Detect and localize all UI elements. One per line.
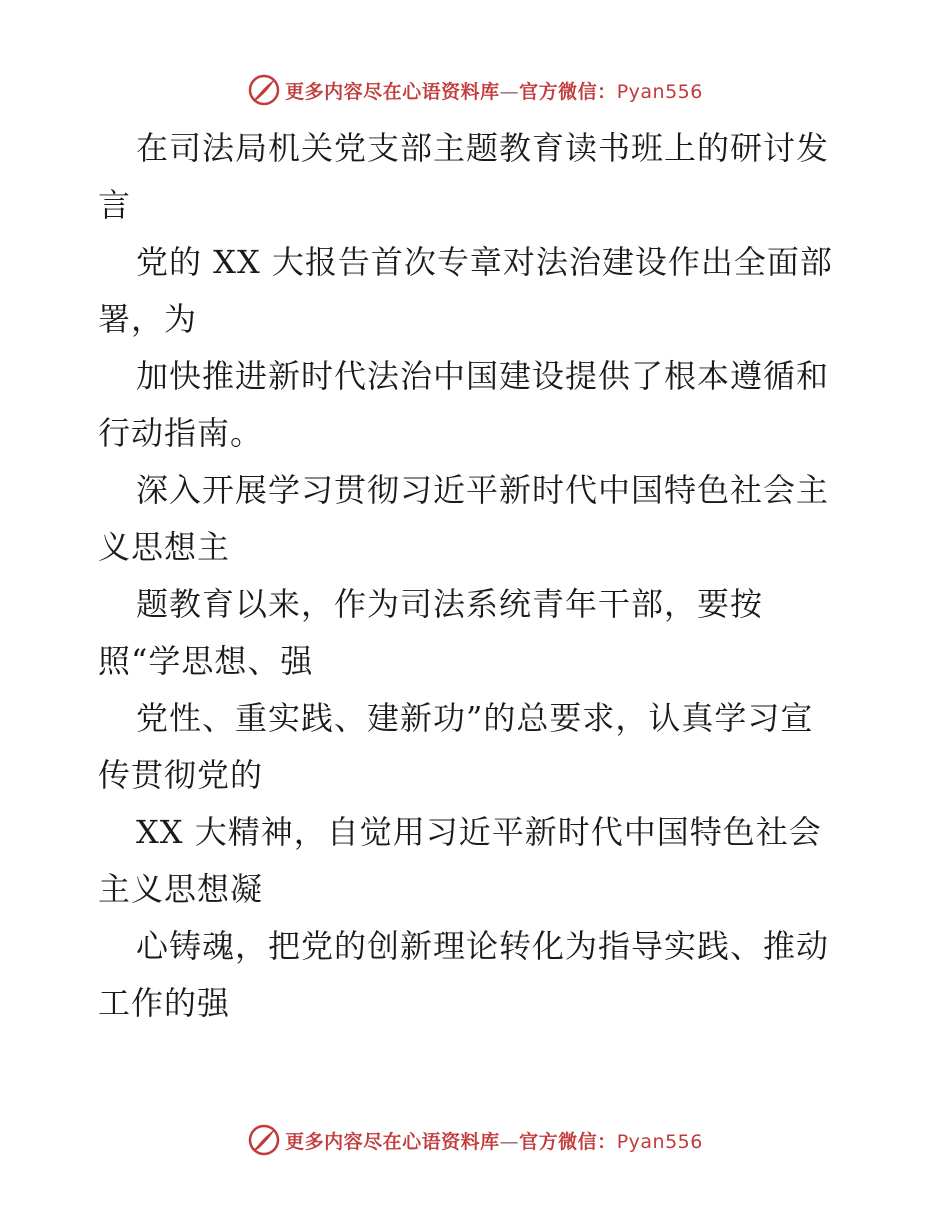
watermark-header <box>0 70 950 110</box>
text-line: 党的 XX 大报告首次专章对法治建设作出全面部 <box>136 243 833 281</box>
text-line: 传贯彻党的 <box>98 756 264 794</box>
watermark-text <box>285 1127 703 1154</box>
quill-logo-icon <box>247 1123 281 1157</box>
quill-logo-icon <box>247 73 281 107</box>
watermark-official: 官方微信： <box>519 80 617 103</box>
watermark-inner <box>247 73 703 107</box>
text-line: XX 大精神，自觉用习近平新时代中国特色社会 <box>136 813 822 851</box>
watermark-inner <box>247 1123 703 1157</box>
watermark-text <box>285 77 703 104</box>
text-line: 言 <box>98 186 132 224</box>
watermark-prefix: 更多内容尽在心语资料库 <box>285 80 500 103</box>
text-line: 主义思想凝 <box>98 870 264 908</box>
document-body <box>98 120 858 1032</box>
text-line: 行动指南。 <box>98 414 264 452</box>
watermark-account: Pyan556 <box>616 1130 703 1153</box>
watermark-dash: — <box>499 80 520 103</box>
watermark-account: Pyan556 <box>616 80 703 103</box>
watermark-dash: — <box>499 1130 520 1153</box>
text-line: 工作的强 <box>98 984 231 1022</box>
text-line: 党性、重实践、建新功”的总要求，认真学习宣 <box>136 699 814 737</box>
text-line: 题教育以来，作为司法系统青年干部，要按 <box>136 585 764 623</box>
text-line: 署，为 <box>98 300 198 338</box>
text-line: 加快推进新时代法治中国建设提供了根本遵循和 <box>136 357 830 395</box>
watermark-prefix: 更多内容尽在心语资料库 <box>285 1130 500 1153</box>
text-line: 深入开展学习贯彻习近平新时代中国特色社会主 <box>136 471 830 509</box>
text-line: 在司法局机关党支部主题教育读书班上的研讨发 <box>136 129 830 167</box>
text-line: 心铸魂，把党的创新理论转化为指导实践、推动 <box>136 927 830 965</box>
text-line: 照“学思想、强 <box>98 642 314 680</box>
watermark-footer <box>0 1120 950 1160</box>
text-line: 义思想主 <box>98 528 231 566</box>
watermark-official: 官方微信： <box>519 1130 617 1153</box>
